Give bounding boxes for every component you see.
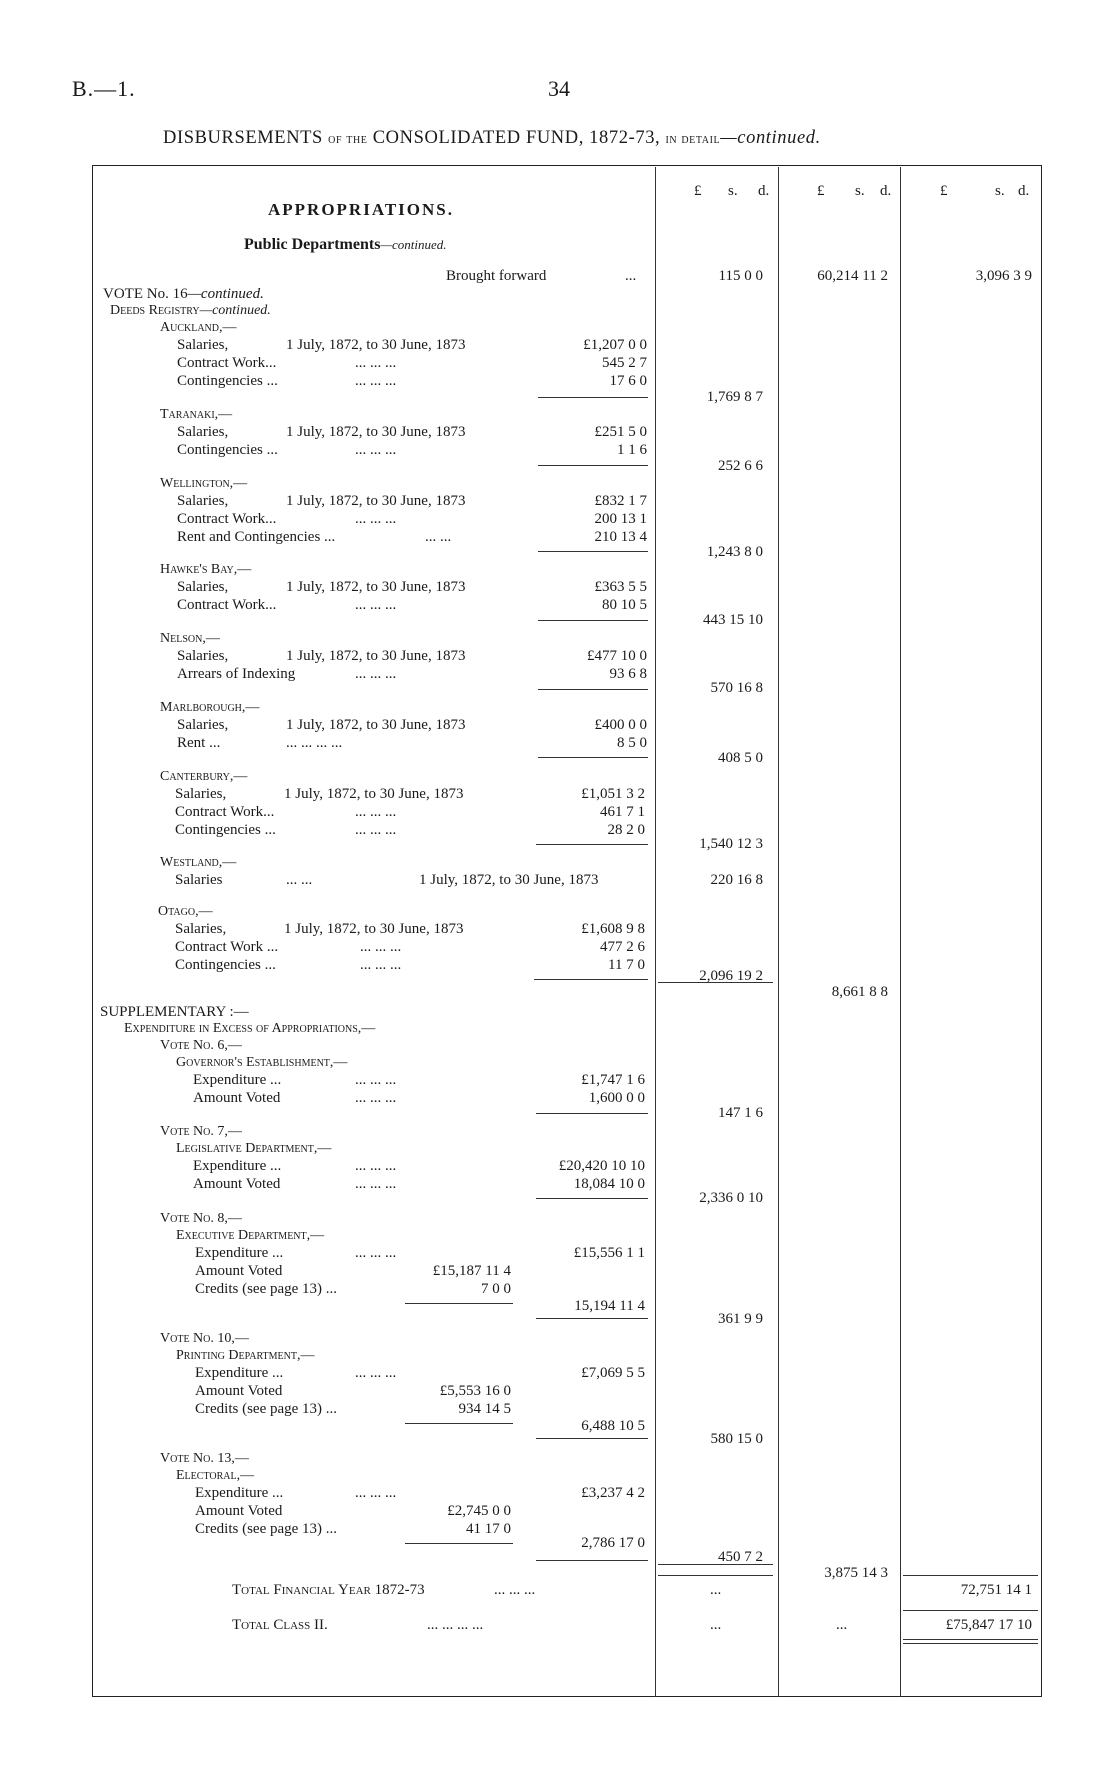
vote-dept: Printing Department,— bbox=[176, 1348, 315, 1363]
section-total: 408 5 0 bbox=[718, 750, 763, 766]
line-label: Salaries, bbox=[177, 717, 229, 733]
line-label: Contingencies ... bbox=[177, 442, 278, 458]
col1-pence-head: d. bbox=[758, 183, 770, 199]
total-financial-year-dots: ... ... ... bbox=[494, 1582, 536, 1598]
expenditure-label: Expenditure ... bbox=[195, 1485, 284, 1501]
line-label: Salaries, bbox=[177, 579, 229, 595]
line-dots: ... ... ... bbox=[355, 442, 397, 458]
section-total: 2,096 19 2 bbox=[699, 968, 763, 984]
section-total: 1,243 8 0 bbox=[706, 544, 763, 560]
net-voted: 2,786 17 0 bbox=[581, 1535, 645, 1551]
line-amount: 200 13 1 bbox=[594, 511, 647, 527]
brought-forward-label: Brought forward bbox=[446, 268, 547, 284]
public-departments-continued: —continued. bbox=[380, 237, 447, 252]
vote-16-total: 8,661 8 8 bbox=[831, 984, 888, 1000]
title-in-detail: in detail bbox=[665, 132, 721, 147]
sum-rule bbox=[536, 1560, 648, 1561]
col1-shilling-head: s. bbox=[728, 183, 738, 199]
expenditure-dots: ... ... ... bbox=[355, 1245, 397, 1261]
public-departments-heading bbox=[244, 236, 447, 254]
credits-label: Credits (see page 13) ... bbox=[195, 1281, 338, 1297]
line-label: Arrears of Indexing bbox=[177, 666, 296, 682]
title-rest: CONSOLIDATED FUND, 1872-73, bbox=[372, 128, 661, 148]
line-label: Salaries, bbox=[177, 648, 229, 664]
amount-voted-inner: £15,187 11 4 bbox=[432, 1263, 511, 1279]
sum-rule bbox=[658, 1575, 773, 1576]
line-label: Salaries bbox=[175, 872, 223, 888]
vote-dept: Legislative Department,— bbox=[176, 1141, 332, 1156]
sum-rule bbox=[658, 1564, 773, 1565]
col3-pence-head: d. bbox=[1018, 183, 1030, 199]
section-total: 1,769 8 7 bbox=[706, 389, 763, 405]
excess-heading: Expenditure in Excess of Appropriations,— bbox=[124, 1021, 376, 1036]
vote-heading: Vote No. 10,— bbox=[160, 1331, 249, 1346]
line-dots: ... ... ... bbox=[355, 804, 397, 820]
vote-heading: Vote No. 7,— bbox=[160, 1124, 242, 1139]
sum-rule bbox=[534, 979, 648, 980]
col3-pound-head: £ bbox=[940, 183, 948, 199]
total-financial-year-amount: 72,751 14 1 bbox=[960, 1582, 1032, 1598]
net-voted: 15,194 11 4 bbox=[574, 1298, 645, 1314]
line-amount: 545 2 7 bbox=[602, 355, 647, 371]
vote-16-heading bbox=[103, 286, 264, 303]
col1-pound-head: £ bbox=[694, 183, 702, 199]
amount-voted-dots: ... ... ... bbox=[355, 1090, 397, 1106]
line-label: Contract Work... bbox=[177, 355, 277, 371]
expenditure-label: Expenditure ... bbox=[193, 1158, 282, 1174]
line-label: Contract Work... bbox=[177, 511, 277, 527]
supplementary-total: 3,875 14 3 bbox=[824, 1565, 888, 1581]
sum-rule bbox=[538, 397, 648, 398]
line-label: Salaries, bbox=[177, 424, 229, 440]
expenditure-dots: ... ... ... bbox=[355, 1365, 397, 1381]
sum-rule bbox=[538, 620, 648, 621]
title-main: DISBURSEMENTS bbox=[163, 128, 323, 148]
line-amount: £1,608 9 8 bbox=[581, 921, 645, 937]
line-label: Contract Work... bbox=[175, 804, 275, 820]
line-label: Contingencies ... bbox=[175, 822, 276, 838]
line-amount: 93 6 8 bbox=[609, 666, 647, 682]
title-of-the: of the bbox=[328, 132, 368, 147]
total-class-col1-dots: ... bbox=[710, 1617, 722, 1633]
line-label: Contingencies ... bbox=[177, 373, 278, 389]
amount-voted-label: Amount Voted bbox=[195, 1503, 283, 1519]
column-rule-3 bbox=[900, 167, 901, 1697]
total-class-col2-dots: ... bbox=[836, 1617, 848, 1633]
expenditure-label: Expenditure ... bbox=[195, 1245, 284, 1261]
report-code: B.—1. bbox=[72, 76, 136, 101]
total-financial-year-col1-dots: ... bbox=[710, 1582, 722, 1598]
brought-forward-col1: 115 0 0 bbox=[718, 268, 763, 284]
section-name: Westland,— bbox=[160, 855, 237, 870]
brought-forward-dots: ... bbox=[625, 268, 637, 284]
sum-rule bbox=[405, 1423, 513, 1424]
deeds-registry-label: Deeds Registry bbox=[110, 303, 200, 318]
line-amount: 80 10 5 bbox=[602, 597, 647, 613]
public-departments-label: Public Departments bbox=[244, 236, 381, 253]
expenditure-amount: £7,069 5 5 bbox=[581, 1365, 645, 1381]
sum-rule bbox=[536, 1438, 648, 1439]
supplementary-heading: SUPPLEMENTARY :— bbox=[100, 1004, 249, 1020]
line-amount: 1 1 6 bbox=[617, 442, 647, 458]
total-class-label: Total Class II. bbox=[232, 1617, 328, 1633]
line-amount: £363 5 5 bbox=[594, 579, 647, 595]
sum-rule bbox=[658, 982, 773, 983]
section-name: Otago,— bbox=[158, 904, 213, 919]
col3-shilling-head: s. bbox=[995, 183, 1005, 199]
line-dots: ... ... ... bbox=[360, 957, 402, 973]
vote-total: 580 15 0 bbox=[710, 1431, 763, 1447]
sum-rule bbox=[536, 1198, 648, 1199]
page-title bbox=[163, 128, 821, 149]
section-name: Marlborough,— bbox=[160, 700, 260, 715]
vote-total: 2,336 0 10 bbox=[699, 1190, 763, 1206]
col2-pound-head: £ bbox=[817, 183, 825, 199]
line-label: Salaries, bbox=[177, 337, 229, 353]
page-number: 34 bbox=[548, 76, 570, 101]
expenditure-dots: ... ... ... bbox=[355, 1485, 397, 1501]
line-dots: ... ... bbox=[286, 872, 313, 888]
sum-rule bbox=[405, 1543, 513, 1544]
vote-total: 361 9 9 bbox=[718, 1311, 763, 1327]
line-amount: £1,207 0 0 bbox=[583, 337, 647, 353]
expenditure-label: Expenditure ... bbox=[195, 1365, 284, 1381]
vote-dept: Governor's Establishment,— bbox=[176, 1055, 348, 1070]
deeds-registry-continued: —continued. bbox=[199, 303, 271, 318]
sum-rule bbox=[538, 757, 648, 758]
credits-label: Credits (see page 13) ... bbox=[195, 1401, 338, 1417]
line-period: 1 July, 1872, to 30 June, 1873 bbox=[286, 424, 466, 440]
line-period: 1 July, 1872, to 30 June, 1873 bbox=[284, 921, 464, 937]
column-rule-2 bbox=[778, 167, 779, 1697]
sum-rule bbox=[903, 1610, 1038, 1611]
vote-dept: Executive Department,— bbox=[176, 1228, 325, 1243]
sum-rule bbox=[536, 1318, 648, 1319]
line-period: 1 July, 1872, to 30 June, 1873 bbox=[286, 337, 466, 353]
line-dots: ... ... ... bbox=[360, 939, 402, 955]
section-total: 443 15 10 bbox=[703, 612, 763, 628]
sum-rule bbox=[405, 1303, 513, 1304]
amount-voted-label: Amount Voted bbox=[195, 1383, 283, 1399]
section-total: 220 16 8 bbox=[710, 872, 763, 888]
amount-voted-dots: ... ... ... bbox=[355, 1176, 397, 1192]
amount-voted-label: Amount Voted bbox=[193, 1090, 281, 1106]
expenditure-dots: ... ... ... bbox=[355, 1158, 397, 1174]
vote-dept: Electoral,— bbox=[176, 1468, 255, 1483]
col2-pence-head: d. bbox=[880, 183, 892, 199]
line-period: 1 July, 1872, to 30 June, 1873 bbox=[286, 717, 466, 733]
line-amount: £251 5 0 bbox=[594, 424, 647, 440]
line-label: Contingencies ... bbox=[175, 957, 276, 973]
section-total: 570 16 8 bbox=[710, 680, 763, 696]
expenditure-amount: £3,237 4 2 bbox=[581, 1485, 645, 1501]
section-name: Canterbury,— bbox=[160, 769, 248, 784]
vote-total: 147 1 6 bbox=[718, 1105, 763, 1121]
sum-rule bbox=[903, 1575, 1038, 1576]
line-amount: £832 1 7 bbox=[594, 493, 647, 509]
sum-rule bbox=[538, 551, 648, 552]
vote-heading: Vote No. 13,— bbox=[160, 1451, 249, 1466]
deeds-registry-heading bbox=[110, 303, 271, 319]
total-class-dots: ... ... ... ... bbox=[427, 1617, 484, 1633]
amount-voted-inner: £2,745 0 0 bbox=[447, 1503, 511, 1519]
net-voted: 6,488 10 5 bbox=[581, 1418, 645, 1434]
line-dots: ... ... ... bbox=[355, 666, 397, 682]
appropriations-heading: APPROPRIATIONS. bbox=[268, 200, 454, 219]
double-rule bbox=[903, 1639, 1038, 1644]
section-name: Wellington,— bbox=[160, 476, 248, 491]
expenditure-label: Expenditure ... bbox=[193, 1072, 282, 1088]
credits-amount: 7 0 0 bbox=[481, 1281, 511, 1297]
expenditure-amount: £1,747 1 6 bbox=[581, 1072, 645, 1088]
sum-rule bbox=[538, 689, 648, 690]
line-amount: 17 6 0 bbox=[609, 373, 647, 389]
column-rule-1 bbox=[655, 167, 656, 1697]
vote-total: 450 7 2 bbox=[718, 1549, 763, 1565]
sum-rule bbox=[536, 844, 648, 845]
line-amount: 461 7 1 bbox=[600, 804, 645, 820]
col2-shilling-head: s. bbox=[855, 183, 865, 199]
title-continued: —continued. bbox=[720, 128, 821, 148]
line-amount: £400 0 0 bbox=[594, 717, 647, 733]
vote-heading: Vote No. 6,— bbox=[160, 1038, 242, 1053]
line-dots: ... ... ... bbox=[355, 511, 397, 527]
section-name: Taranaki,— bbox=[160, 407, 233, 422]
amount-voted: 1,600 0 0 bbox=[588, 1090, 645, 1106]
total-class-amount: £75,847 17 10 bbox=[945, 1617, 1032, 1633]
line-dots: ... ... ... bbox=[355, 373, 397, 389]
expenditure-amount: £15,556 1 1 bbox=[573, 1245, 645, 1261]
line-period: 1 July, 1872, to 30 June, 1873 bbox=[286, 648, 466, 664]
line-amount: 11 7 0 bbox=[608, 957, 645, 973]
line-dots: ... ... ... bbox=[355, 822, 397, 838]
line-period: 1 July, 1872, to 30 June, 1873 bbox=[286, 493, 466, 509]
amount-voted-label: Amount Voted bbox=[193, 1176, 281, 1192]
amount-voted: 18,084 10 0 bbox=[573, 1176, 645, 1192]
line-label: Contract Work ... bbox=[175, 939, 279, 955]
credits-amount: 934 14 5 bbox=[458, 1401, 511, 1417]
line-period: 1 July, 1872, to 30 June, 1873 bbox=[286, 579, 466, 595]
line-period: 1 July, 1872, to 30 June, 1873 bbox=[419, 872, 599, 888]
line-amount: £477 10 0 bbox=[587, 648, 647, 664]
line-label: Rent ... bbox=[177, 735, 221, 751]
vote-16-label: VOTE No. 16 bbox=[103, 286, 188, 302]
section-name: Auckland,— bbox=[160, 320, 237, 335]
section-name: Hawke's Bay,— bbox=[160, 562, 252, 577]
vote-16-continued: —continued. bbox=[187, 286, 264, 302]
line-dots: ... ... ... bbox=[355, 597, 397, 613]
expenditure-amount: £20,420 10 10 bbox=[558, 1158, 645, 1174]
vote-heading: Vote No. 8,— bbox=[160, 1211, 242, 1226]
line-label: Salaries, bbox=[175, 921, 227, 937]
sum-rule bbox=[538, 465, 648, 466]
credits-label: Credits (see page 13) ... bbox=[195, 1521, 338, 1537]
line-label: Salaries, bbox=[177, 493, 229, 509]
line-label: Salaries, bbox=[175, 786, 227, 802]
brought-forward-col3: 3,096 3 9 bbox=[975, 268, 1032, 284]
section-total: 252 6 6 bbox=[718, 458, 763, 474]
line-period: 1 July, 1872, to 30 June, 1873 bbox=[284, 786, 464, 802]
expenditure-dots: ... ... ... bbox=[355, 1072, 397, 1088]
sum-rule bbox=[536, 1113, 648, 1114]
line-amount: 210 13 4 bbox=[594, 529, 647, 545]
brought-forward-col2: 60,214 11 2 bbox=[817, 268, 888, 284]
section-total: 1,540 12 3 bbox=[699, 836, 763, 852]
credits-amount: 41 17 0 bbox=[466, 1521, 511, 1537]
section-name: Nelson,— bbox=[160, 631, 220, 646]
amount-voted-label: Amount Voted bbox=[195, 1263, 283, 1279]
line-dots: ... ... ... bbox=[355, 355, 397, 371]
line-amount: 28 2 0 bbox=[607, 822, 645, 838]
line-amount: 477 2 6 bbox=[600, 939, 645, 955]
line-label: Rent and Contingencies ... bbox=[177, 529, 336, 545]
total-financial-year-label: Total Financial Year 1872-73 bbox=[232, 1582, 425, 1598]
line-label: Contract Work... bbox=[177, 597, 277, 613]
line-amount: £1,051 3 2 bbox=[581, 786, 645, 802]
line-dots: ... ... bbox=[425, 529, 452, 545]
line-dots: ... ... ... ... bbox=[286, 735, 343, 751]
line-amount: 8 5 0 bbox=[617, 735, 647, 751]
amount-voted-inner: £5,553 16 0 bbox=[439, 1383, 511, 1399]
